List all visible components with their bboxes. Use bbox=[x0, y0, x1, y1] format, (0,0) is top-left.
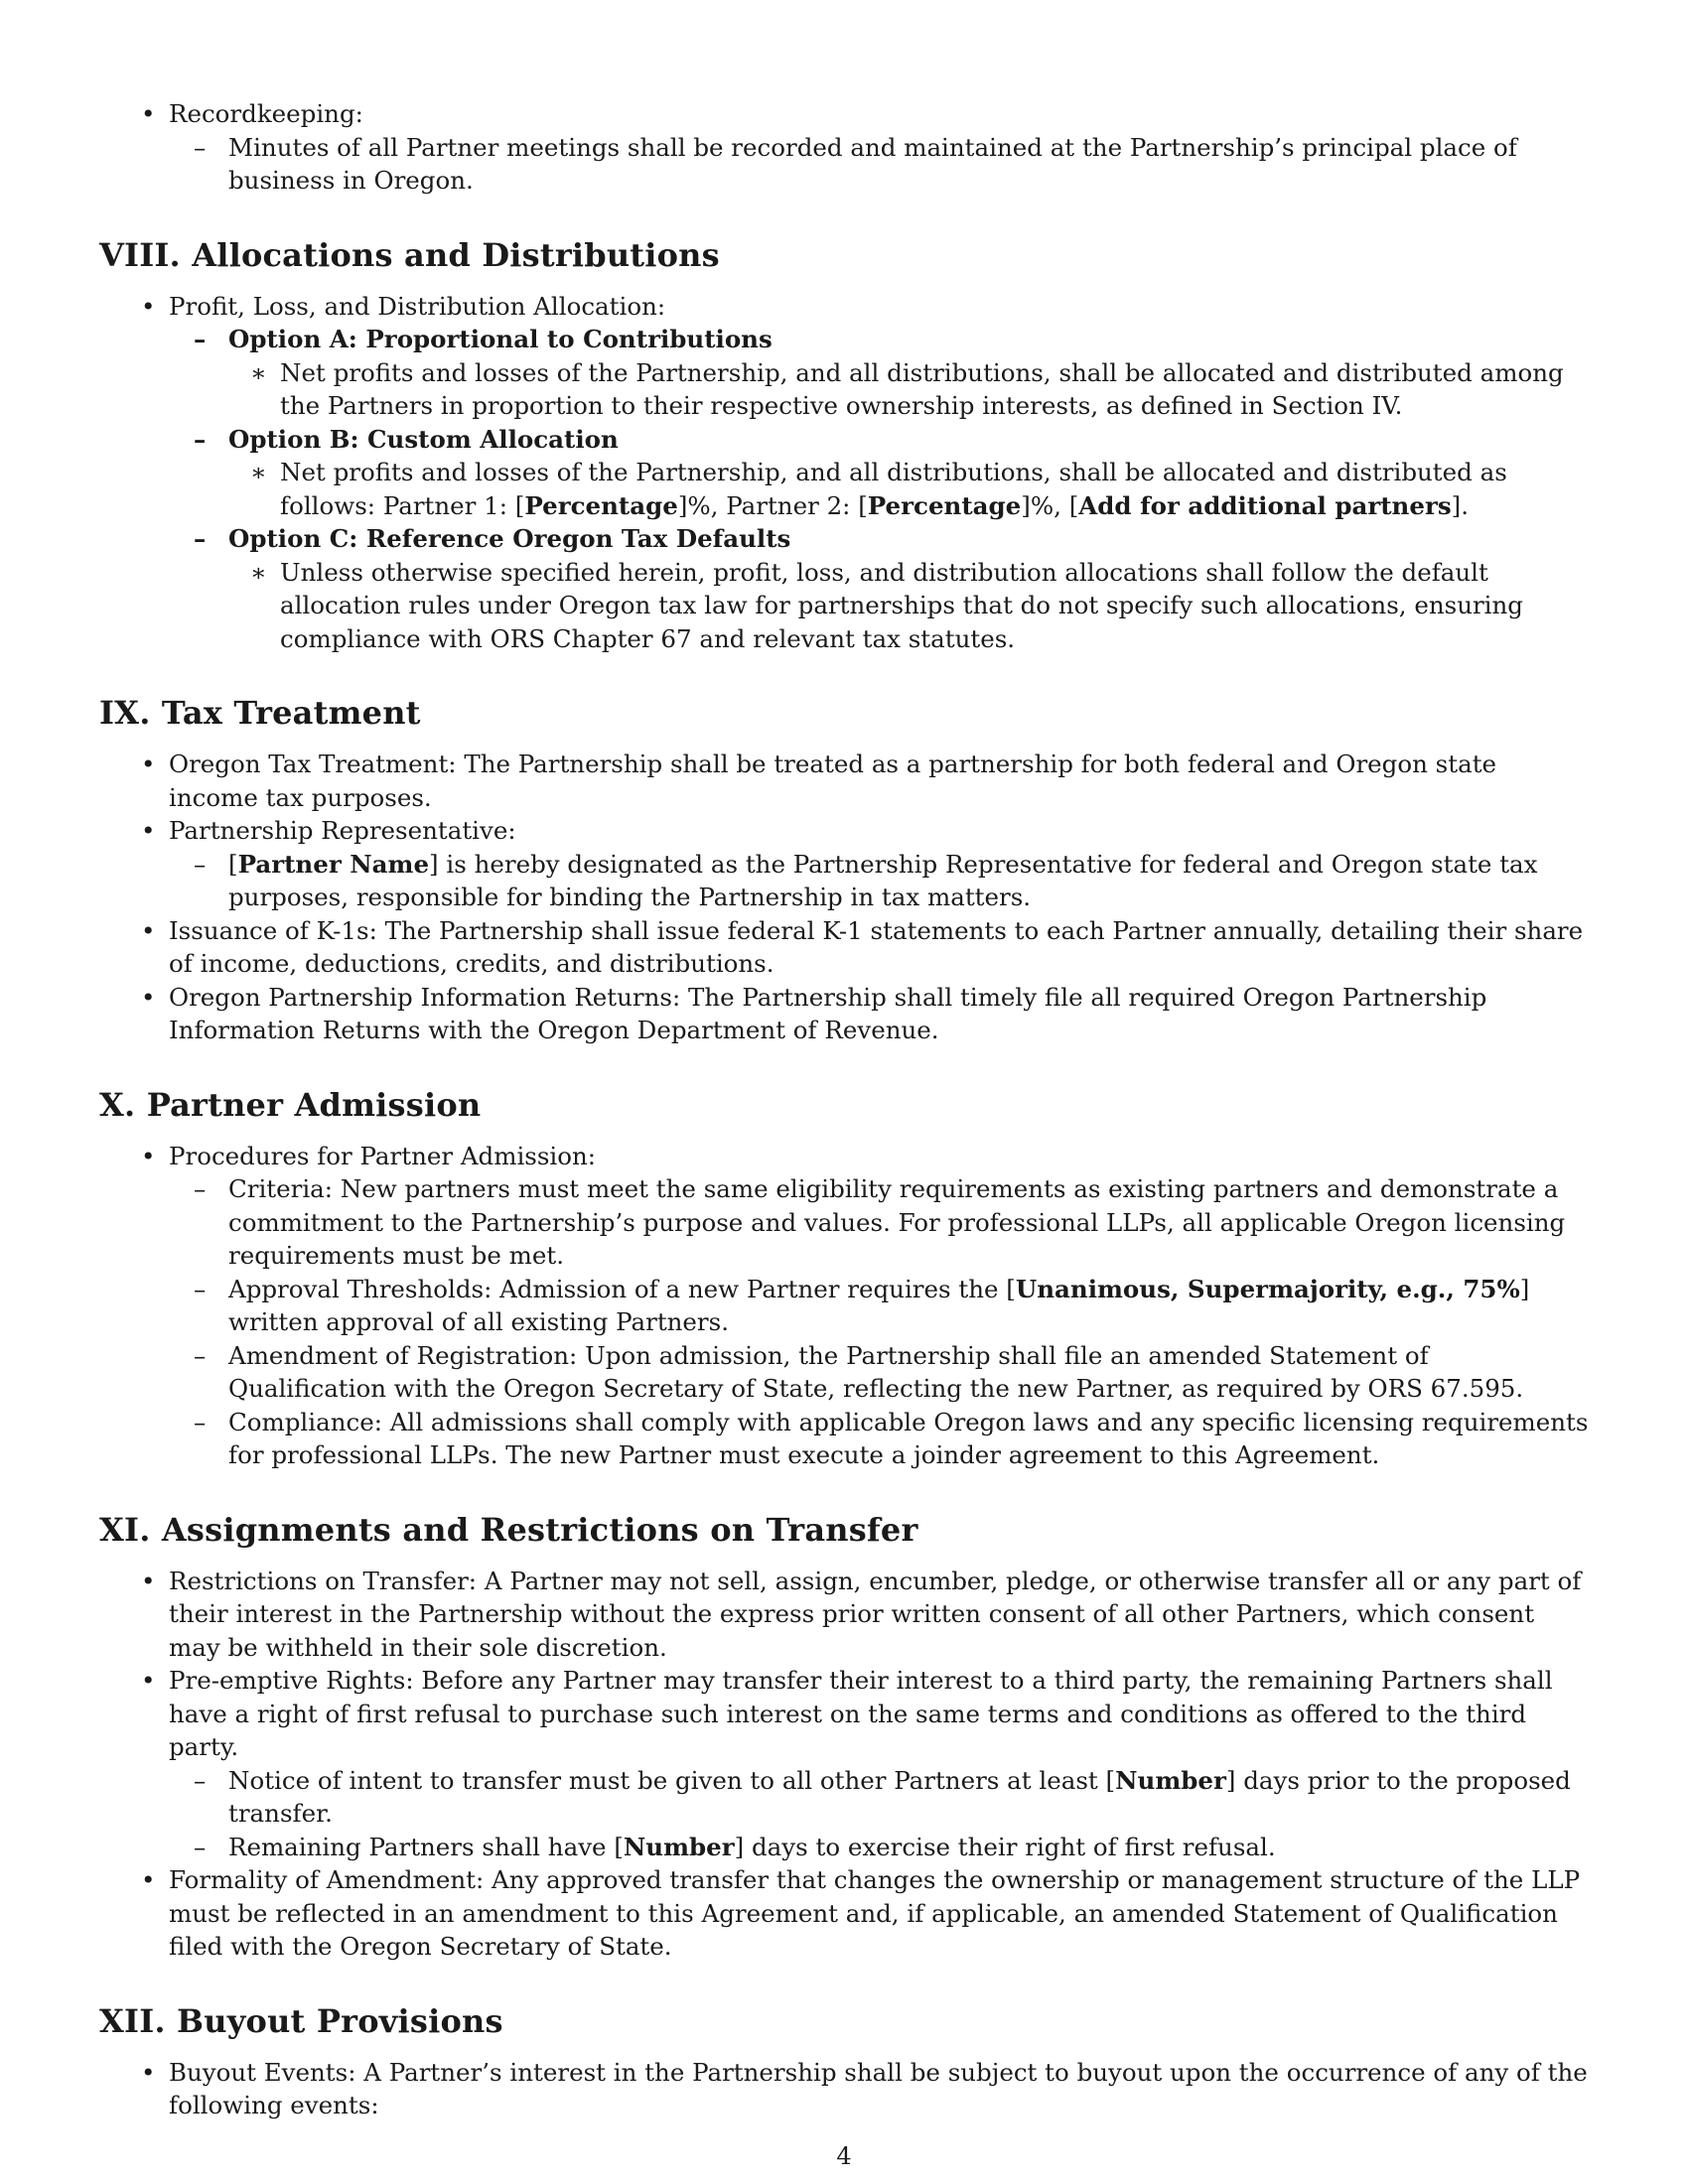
approval-text-part: ] written approval of all existing Partners. bbox=[228, 1274, 1530, 1336]
list-item bbox=[99, 914, 1589, 981]
section-ix-list bbox=[99, 748, 1589, 1047]
list-item bbox=[99, 814, 1589, 848]
list-item bbox=[99, 97, 1589, 131]
bullet-marker: • bbox=[141, 915, 156, 945]
option-a-title: Option A: Proportional to Contributions bbox=[228, 325, 773, 353]
list-item bbox=[99, 323, 1589, 356]
partner-name-placeholder: Partner Name bbox=[237, 849, 430, 879]
option-b-text-part: ]. bbox=[1451, 490, 1470, 520]
criteria-text: Criteria: New partners must meet the same eligibility requirements as existing partners and demonstrate a commitment to the Partnership’s purpose and values. For professional LLPs, all applicable Oregon licensing requirements must be met. bbox=[228, 1174, 1566, 1270]
number-placeholder: Number bbox=[623, 1832, 735, 1861]
list-item bbox=[99, 1831, 1589, 1864]
list-item bbox=[99, 1339, 1589, 1406]
star-marker: ∗ bbox=[250, 557, 267, 587]
k1-issuance-text: Issuance of K-1s: The Partnership shall issue federal K-1 statements to each Partner annually, detailing their share of income, deductions, credits, and distributions. bbox=[169, 915, 1584, 978]
list-item bbox=[99, 456, 1589, 522]
minutes-text: Minutes of all Partner meetings shall be recorded and maintained at the Partnership’s principal place of business in Oregon. bbox=[228, 132, 1517, 195]
list-item bbox=[99, 356, 1589, 423]
allocation-label: Profit, Loss, and Distribution Allocation: bbox=[169, 291, 666, 321]
list-item bbox=[99, 290, 1589, 324]
page-number: 4 bbox=[836, 2142, 852, 2170]
option-b-text-part: ]%, [ bbox=[1021, 490, 1079, 520]
notice-of-intent-text bbox=[228, 1764, 1589, 1831]
approval-text-part: Approval Thresholds: Admission of a new Partner requires the [ bbox=[228, 1274, 1016, 1303]
dash-marker: – bbox=[194, 1765, 207, 1795]
percentage-placeholder: Percentage bbox=[524, 490, 678, 520]
dash-marker: – bbox=[194, 1274, 207, 1303]
dash-marker: – bbox=[194, 1832, 207, 1861]
bullet-marker: • bbox=[141, 1566, 156, 1595]
list-item bbox=[99, 423, 1589, 457]
option-c-title: Option C: Reference Oregon Tax Defaults bbox=[228, 524, 791, 553]
list-item bbox=[99, 1172, 1589, 1273]
section-xii-list bbox=[99, 2056, 1589, 2122]
option-b-title: Option B: Custom Allocation bbox=[228, 424, 619, 454]
star-marker: ∗ bbox=[250, 458, 267, 486]
star-marker: ∗ bbox=[250, 357, 267, 387]
list-item bbox=[99, 981, 1589, 1047]
buyout-events-text: Buyout Events: A Partner’s interest in the Partnership shall be subject to buyout upon the occurrence of any of the following events: bbox=[169, 2057, 1588, 2119]
dash-marker: – bbox=[194, 524, 207, 553]
dash-marker: – bbox=[194, 1407, 207, 1436]
dash-marker: – bbox=[194, 424, 207, 454]
section-x-list bbox=[99, 1140, 1589, 1472]
dash-marker: – bbox=[194, 849, 207, 879]
bullet-marker: • bbox=[141, 99, 156, 128]
list-item bbox=[99, 1664, 1589, 1764]
notice-text-part: ] days prior to the proposed transfer. bbox=[228, 1765, 1571, 1828]
bullet-marker: • bbox=[141, 1865, 156, 1894]
section-viii-list bbox=[99, 290, 1589, 656]
option-b-text-part: ]%, Partner 2: [ bbox=[677, 490, 868, 520]
list-item bbox=[99, 1406, 1589, 1472]
compliance-text: Compliance: All admissions shall comply with applicable Oregon laws and any specific licensing requirements for professional LLPs. The new Partner must execute a joinder agreement to this Agreement. bbox=[228, 1407, 1589, 1469]
additional-partners-placeholder: Add for additional partners bbox=[1078, 490, 1452, 520]
list-item bbox=[99, 131, 1589, 198]
bullet-marker: • bbox=[141, 1666, 156, 1695]
refusal-text-part: ] days to exercise their right of first refusal. bbox=[734, 1832, 1276, 1861]
dash-marker: – bbox=[194, 132, 207, 162]
admission-procedures-label: Procedures for Partner Admission: bbox=[169, 1141, 597, 1170]
information-returns-text: Oregon Partnership Information Returns: The Partnership shall timely file all required Oregon Partnership Information Returns with the Oregon Department of Revenue. bbox=[169, 982, 1487, 1044]
partnership-representative-text bbox=[228, 848, 1589, 914]
list-item bbox=[99, 1764, 1589, 1831]
refusal-text-part: Remaining Partners shall have [ bbox=[228, 1832, 624, 1861]
section-xii-heading: XII. Buyout Provisions bbox=[99, 2001, 503, 2040]
percentage-placeholder: Percentage bbox=[867, 490, 1022, 520]
list-item bbox=[99, 748, 1589, 814]
number-placeholder: Number bbox=[1115, 1765, 1226, 1795]
list-item bbox=[99, 2056, 1589, 2122]
bullet-marker: • bbox=[141, 816, 156, 845]
section-ix-heading: IX. Tax Treatment bbox=[99, 694, 421, 732]
recordkeeping-list bbox=[99, 97, 1589, 198]
preemptive-rights-text: Pre-emptive Rights: Before any Partner may transfer their interest to a third party, the remaining Partners shall have a right of first refusal to purchase such interest on the same terms and conditions as offered to the third party. bbox=[169, 1666, 1553, 1761]
formality-of-amendment-text: Formality of Amendment: Any approved transfer that changes the ownership or management structure of the LLP must be reflected in an amendment to this Agreement and, if applicable, an amended Statement of Qualification filed with the Oregon Secretary of State. bbox=[169, 1865, 1581, 1961]
list-item bbox=[99, 522, 1589, 556]
dash-marker: – bbox=[194, 325, 207, 353]
oregon-tax-treatment-text: Oregon Tax Treatment: The Partnership shall be treated as a partnership for both federal and Oregon state income tax purposes. bbox=[169, 750, 1497, 812]
bullet-marker: • bbox=[141, 2057, 156, 2087]
option-b-text-part: Net profits and losses of the Partnership, and all distributions, shall be allocated and distributed as follows: Partner 1: [ bbox=[280, 458, 1507, 520]
section-x-heading: X. Partner Admission bbox=[99, 1085, 482, 1124]
list-item bbox=[99, 1863, 1589, 1964]
option-c-text: Unless otherwise specified herein, profit, loss, and distribution allocations shall follow the default allocation rules under Oregon tax law for partnerships that do not specify such allocations, ensuring compliance with ORS Chapter 67 and relevant tax statutes. bbox=[280, 557, 1523, 653]
bullet-marker: • bbox=[141, 982, 156, 1012]
bracket-open: [ bbox=[228, 849, 238, 879]
section-xi-list bbox=[99, 1565, 1589, 1964]
list-item bbox=[99, 1565, 1589, 1665]
transfer-restrictions-text: Restrictions on Transfer: A Partner may not sell, assign, encumber, pledge, or otherwise transfer all or any part of their interest in the Partnership without the express prior written consent of all other Partners, which consent may be withheld in their sole discretion. bbox=[169, 1566, 1582, 1662]
dash-marker: – bbox=[194, 1340, 207, 1370]
approval-threshold-placeholder: Unanimous, Supermajority, e.g., 75% bbox=[1015, 1274, 1520, 1303]
dash-marker: – bbox=[194, 1174, 207, 1203]
list-item bbox=[99, 1140, 1589, 1173]
list-item bbox=[99, 1273, 1589, 1339]
amendment-registration-text: Amendment of Registration: Upon admission, the Partnership shall file an amended Statement of Qualification with the Oregon Secretary of State, reflecting the new Partner, as required by ORS 67.595. bbox=[228, 1340, 1524, 1403]
approval-thresholds-text bbox=[228, 1273, 1589, 1339]
list-item bbox=[99, 556, 1589, 656]
bullet-marker: • bbox=[141, 750, 156, 778]
section-viii-heading: VIII. Allocations and Distributions bbox=[99, 235, 720, 274]
bullet-marker: • bbox=[141, 291, 156, 321]
option-b-text bbox=[280, 456, 1589, 522]
list-item bbox=[99, 848, 1589, 914]
page-content bbox=[99, 97, 1589, 2122]
partnership-representative-label: Partnership Representative: bbox=[169, 816, 516, 845]
first-refusal-period-text bbox=[228, 1831, 1589, 1864]
representative-text-part: ] is hereby designated as the Partnership Representative for federal and Oregon state tax purposes, responsible for binding the Partnership in tax matters. bbox=[228, 849, 1538, 911]
bullet-marker: • bbox=[141, 1141, 156, 1170]
recordkeeping-label: Recordkeeping: bbox=[169, 99, 363, 128]
option-a-text: Net profits and losses of the Partnership, and all distributions, shall be allocated and distributed among the Partners in proportion to their respective ownership interests, as defined in Section IV. bbox=[280, 357, 1564, 420]
section-xi-heading: XI. Assignments and Restrictions on Transfer bbox=[99, 1510, 918, 1549]
notice-text-part: Notice of intent to transfer must be given to all other Partners at least [ bbox=[228, 1765, 1116, 1795]
